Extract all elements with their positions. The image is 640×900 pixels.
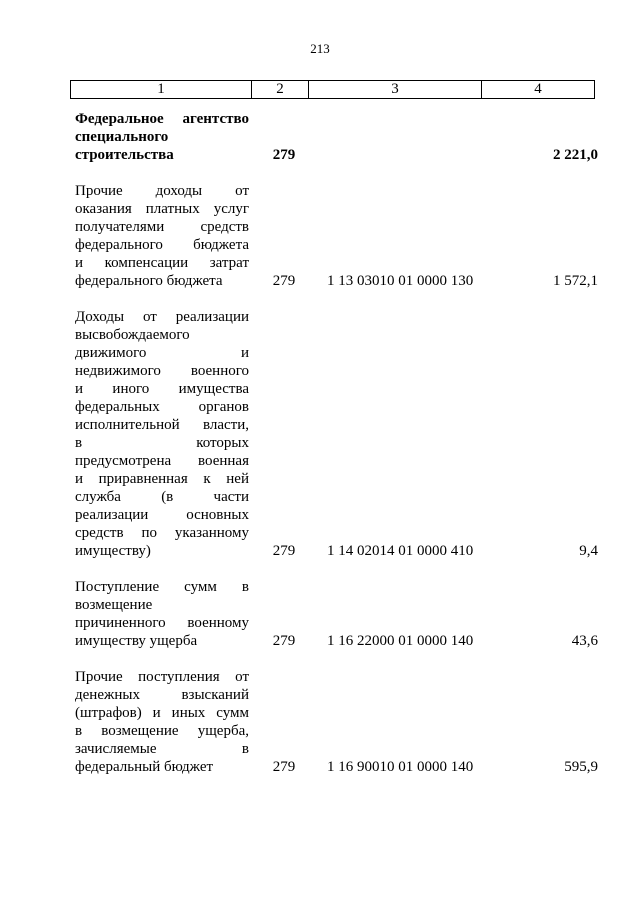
row-budget-classification-code: 1 13 03010 01 0000 130 (327, 273, 474, 289)
row-description-line: имуществу ущерба (75, 633, 198, 649)
table-row (75, 578, 598, 650)
row-description-line: специального (75, 129, 169, 145)
row-description-line: получателями средств (75, 219, 249, 235)
table-body (75, 110, 598, 776)
row-description (75, 578, 249, 650)
row-description-line: недвижимого военного (75, 363, 249, 379)
row-description-line: возмещение (75, 597, 153, 613)
column-header-table (70, 80, 595, 99)
row-description-line: оказания платных услуг (75, 201, 249, 217)
row-amount: 2 221,0 (553, 147, 598, 163)
row-description-line: в возмещение ущерба, (75, 723, 249, 739)
row-description-line: реализации основных (75, 507, 249, 523)
row-description-line: (штрафов) и иных сумм (75, 705, 249, 721)
table-row (75, 308, 598, 560)
row-admin-code: 279 (272, 543, 296, 559)
row-admin-code: 279 (272, 147, 296, 163)
row-description-line: строительства (75, 147, 174, 163)
row-description-line: федеральных органов (75, 399, 249, 415)
row-description-line: Доходы от реализации (75, 309, 249, 325)
row-amount: 1 572,1 (553, 273, 598, 289)
row-description-line: федерального бюджета (75, 237, 249, 253)
row-description (75, 308, 249, 560)
row-description-line: Федеральное агентство (75, 111, 249, 127)
header-col-3: 3 (309, 81, 482, 99)
row-description-line: имуществу) (75, 543, 151, 559)
row-description-line: средств по указанному (75, 525, 249, 541)
row-description-line: в которых (75, 435, 249, 451)
row-description-line: служба (в части (75, 489, 249, 505)
row-description-line: федеральный бюджет (75, 759, 214, 775)
row-description-line: Прочие доходы от (75, 183, 249, 199)
row-description-line: причиненного военному (75, 615, 249, 631)
row-amount: 595,9 (564, 759, 598, 775)
row-description (75, 110, 249, 164)
row-description (75, 182, 249, 290)
row-budget-classification-code: 1 14 02014 01 0000 410 (327, 543, 474, 559)
row-budget-classification-code: 1 16 22000 01 0000 140 (327, 633, 474, 649)
row-description-line: и приравненная к ней (75, 471, 249, 487)
row-admin-code: 279 (272, 273, 296, 289)
row-description-line: денежных взысканий (75, 687, 249, 703)
row-description-line: зачисляемые в (75, 741, 249, 757)
row-description-line: Прочие поступления от (75, 669, 249, 685)
row-description-line: движимого и (75, 345, 249, 361)
column-header-row (71, 81, 595, 99)
table-row (75, 668, 598, 776)
page-number: 213 (310, 41, 330, 56)
row-description-line: федерального бюджета (75, 273, 223, 289)
row-description (75, 668, 249, 776)
row-description-line: Поступление сумм в (75, 579, 249, 595)
row-description-line: исполнительной власти, (75, 417, 249, 433)
header-col-1: 1 (71, 81, 252, 99)
row-admin-code: 279 (272, 759, 296, 775)
row-description-line: предусмотрена военная (75, 453, 249, 469)
header-col-4: 4 (482, 81, 595, 99)
row-budget-classification-code: 1 16 90010 01 0000 140 (327, 759, 474, 775)
row-amount: 43,6 (571, 633, 598, 649)
table-row (75, 110, 598, 164)
table-row (75, 182, 598, 290)
row-description-line: и иного имущества (75, 381, 249, 397)
row-amount: 9,4 (579, 543, 598, 559)
row-admin-code: 279 (272, 633, 296, 649)
row-description-line: и компенсации затрат (75, 255, 249, 271)
row-description-line: высвобождаемого (75, 327, 190, 343)
header-col-2: 2 (252, 81, 309, 99)
